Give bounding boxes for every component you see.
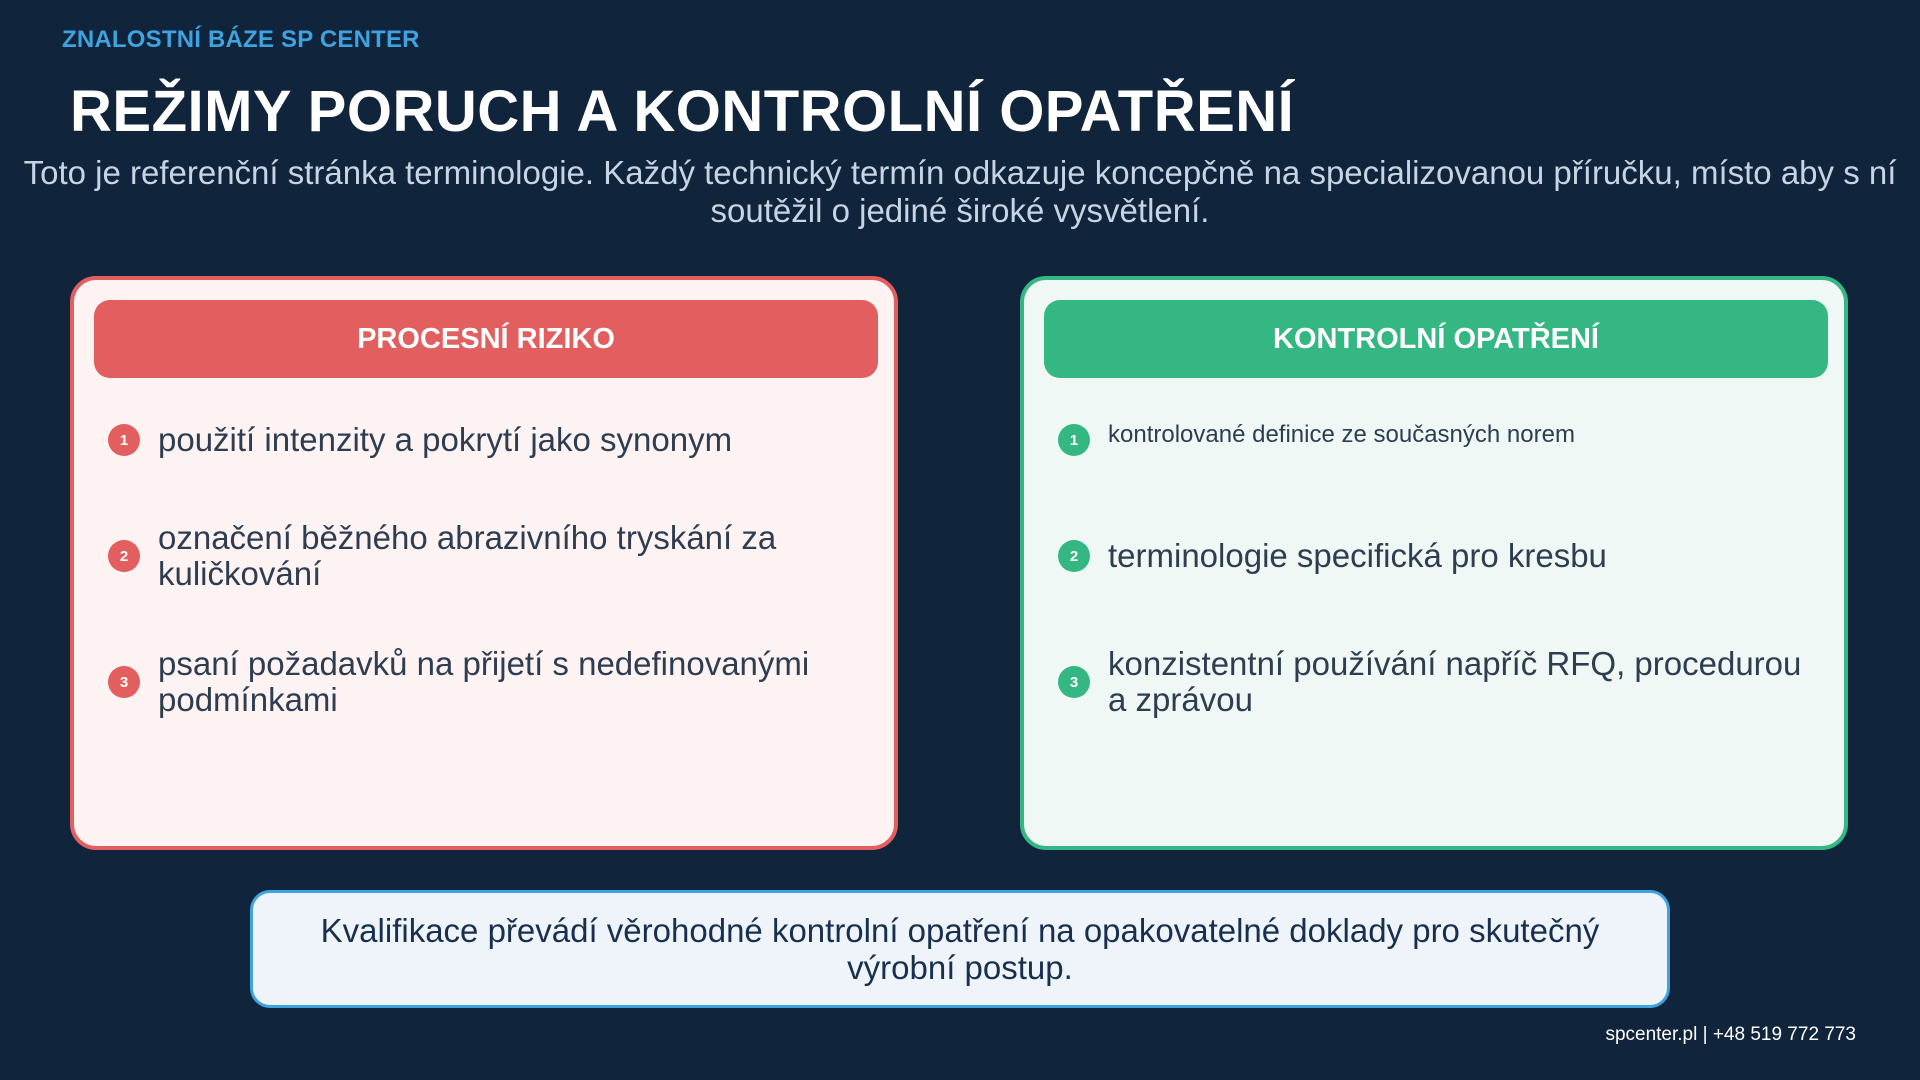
risk-item-text: psaní požadavků na přijetí s nedefinovanými podmínkami — [158, 645, 810, 718]
control-item-3 — [1058, 644, 1824, 720]
callout-text: Kvalifikace převádí věrohodné kontrolní opatření na opakovatelné doklady pro skutečný výrobní postup. — [320, 912, 1600, 986]
page-subtitle: Toto je referenční stránka terminologie. Každý technický termín odkazuje koncepčně na specializovanou příručku, místo aby s ní soutěžil o jediné široké vysvětlení. — [23, 154, 1897, 229]
footer-contact: spcenter.pl | +48 519 772 773 — [1605, 1024, 1856, 1045]
control-item-text: kontrolované definice ze současných norem — [1108, 421, 1575, 448]
control-item-text: terminologie specifická pro kresbu — [1108, 537, 1607, 574]
risk-item-3 — [108, 644, 874, 720]
number-badge: 2 — [1058, 540, 1090, 572]
risk-item-text: použití intenzity a pokrytí jako synonym — [158, 421, 733, 458]
number-badge: 3 — [108, 666, 140, 698]
control-item-text: konzistentní používání napříč RFQ, procedurou a zprávou — [1108, 645, 1802, 718]
risk-item-text: označení běžného abrazivního tryskání za kuličkování — [158, 519, 777, 592]
page-title: REŽIMY PORUCH A KONTROLNÍ OPATŘENÍ — [70, 79, 1295, 144]
number-badge: 1 — [108, 424, 140, 456]
qualification-callout — [250, 890, 1670, 1008]
process-risk-panel — [70, 276, 898, 850]
eyebrow-label: ZNALOSTNÍ BÁZE SP CENTER — [62, 26, 420, 53]
number-badge: 2 — [108, 540, 140, 572]
number-badge: 1 — [1058, 424, 1090, 456]
control-measures-header: KONTROLNÍ OPATŘENÍ — [1044, 300, 1828, 378]
control-measures-panel — [1020, 276, 1848, 850]
process-risk-header: PROCESNÍ RIZIKO — [94, 300, 878, 378]
risk-item-1 — [108, 418, 874, 462]
control-item-1 — [1058, 418, 1824, 462]
number-badge: 3 — [1058, 666, 1090, 698]
control-item-2 — [1058, 532, 1824, 580]
risk-item-2 — [108, 518, 874, 594]
